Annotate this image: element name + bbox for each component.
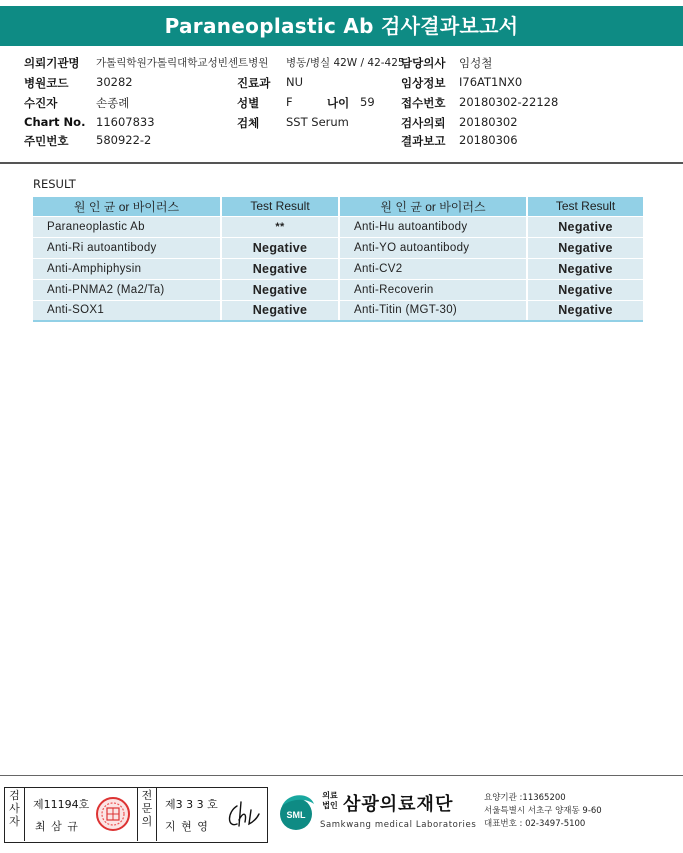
examiner-name: 최 삼 규 xyxy=(35,820,79,833)
examiner-vertical-label xyxy=(5,788,25,841)
footer-divider xyxy=(0,775,683,776)
request-date-value: 20180302 xyxy=(459,115,518,129)
examiner-char: 검 xyxy=(9,789,20,802)
requester-value: 가톨릭학원가톨릭대학교성빈센트병원 xyxy=(96,57,269,69)
org-address: 서울특별시 서초구 양재동 9-60 xyxy=(484,806,602,816)
table-row xyxy=(33,216,643,237)
chart-no-label: Chart No. xyxy=(24,115,86,129)
rrn-label: 주민번호 xyxy=(24,134,69,148)
logo-text: SML xyxy=(286,810,306,820)
test-name: Anti-Hu autoantibody xyxy=(339,216,527,237)
report-date-value: 20180306 xyxy=(459,133,518,147)
specialist-name: 지 현 영 xyxy=(165,820,209,833)
specialist-vertical-label xyxy=(137,788,157,841)
signature-box xyxy=(4,787,268,843)
report-title: Paraneoplastic Ab 검사결과보고서 xyxy=(0,6,683,46)
specimen-value: SST Serum xyxy=(286,115,349,129)
doctor-label: 담당의사 xyxy=(401,56,446,70)
patient-label: 수진자 xyxy=(24,96,58,110)
test-name: Anti-SOX1 xyxy=(33,300,221,321)
hospital-code-label: 병원코드 xyxy=(24,76,69,90)
test-name: Paraneoplastic Ab xyxy=(33,216,221,237)
receipt-number-value: 20180302-22128 xyxy=(459,95,559,109)
chart-no-value: 11607833 xyxy=(96,115,155,129)
test-result: Negative xyxy=(221,258,339,279)
ward-value: 병동/병실 42W / 42-425 xyxy=(286,57,405,69)
table-header-row xyxy=(33,197,643,216)
test-result: Negative xyxy=(527,258,643,279)
clinical-info-value: I76AT1NX0 xyxy=(459,75,523,89)
org-code: 요양기관 :11365200 xyxy=(484,793,566,803)
test-result: Negative xyxy=(527,279,643,300)
header-organism-left: 원 인 균 or 바이러스 xyxy=(33,197,221,216)
org-phone: 대표번호 : 02-3497-5100 xyxy=(484,819,586,829)
header-result-right: Test Result xyxy=(527,197,643,216)
requester-label: 의뢰기관명 xyxy=(24,56,80,70)
sex-label: 성별 xyxy=(237,96,260,110)
test-name: Anti-PNMA2 (Ma2/Ta) xyxy=(33,279,221,300)
table-row xyxy=(33,300,643,321)
specialist-char: 전 xyxy=(141,789,153,802)
org-contact xyxy=(484,792,602,831)
test-result: Negative xyxy=(221,237,339,258)
table-row xyxy=(33,237,643,258)
header-result-left: Test Result xyxy=(221,197,339,216)
specialist-char: 의 xyxy=(141,815,153,828)
result-table xyxy=(33,197,643,322)
org-name: 삼광의료재단 xyxy=(343,794,454,815)
dept-value: NU xyxy=(286,75,304,89)
test-result: Negative xyxy=(221,300,339,321)
test-name: Anti-Titin (MGT-30) xyxy=(339,300,527,321)
specialist-char: 문 xyxy=(141,802,153,815)
test-name: Anti-Amphiphysin xyxy=(33,258,221,279)
org-english-name: Samkwang medical Laboratories xyxy=(320,820,477,830)
age-label: 나이 xyxy=(327,96,350,110)
info-divider xyxy=(0,162,683,164)
dept-label: 진료과 xyxy=(237,76,271,90)
patient-info-section xyxy=(0,52,683,160)
examiner-seal xyxy=(95,796,131,832)
hospital-code-value: 30282 xyxy=(96,75,133,89)
test-result: ** xyxy=(221,216,339,237)
report-date-label: 결과보고 xyxy=(401,134,446,148)
test-result: Negative xyxy=(221,279,339,300)
patient-value: 손종례 xyxy=(96,96,130,110)
test-name: Anti-Recoverin xyxy=(339,279,527,300)
test-result: Negative xyxy=(527,300,643,321)
sml-logo-icon xyxy=(272,788,318,834)
receipt-number-label: 접수번호 xyxy=(401,96,446,110)
doctor-value: 임성철 xyxy=(459,56,493,70)
examiner-char: 자 xyxy=(9,815,20,828)
clinical-info-label: 임상정보 xyxy=(401,76,446,90)
result-heading: RESULT xyxy=(33,177,76,191)
examiner-license: 제11194호 xyxy=(33,798,90,811)
specialist-license: 제3 3 3 호 xyxy=(165,798,218,811)
test-name: Anti-YO autoantibody xyxy=(339,237,527,258)
examiner-char: 사 xyxy=(9,802,20,815)
request-date-label: 검사의뢰 xyxy=(401,116,446,130)
table-row xyxy=(33,258,643,279)
rrn-value: 580922-2 xyxy=(96,133,152,147)
test-result: Negative xyxy=(527,237,643,258)
sex-value: F xyxy=(286,95,293,109)
test-name: Anti-CV2 xyxy=(339,258,527,279)
specimen-label: 검체 xyxy=(237,116,260,130)
age-value: 59 xyxy=(360,95,375,109)
test-result: Negative xyxy=(527,216,643,237)
org-prefix: 의료법인 xyxy=(322,791,338,810)
specialist-signature xyxy=(223,798,263,832)
table-row xyxy=(33,279,643,300)
header-organism-right: 원 인 균 or 바이러스 xyxy=(339,197,527,216)
test-name: Anti-Ri autoantibody xyxy=(33,237,221,258)
